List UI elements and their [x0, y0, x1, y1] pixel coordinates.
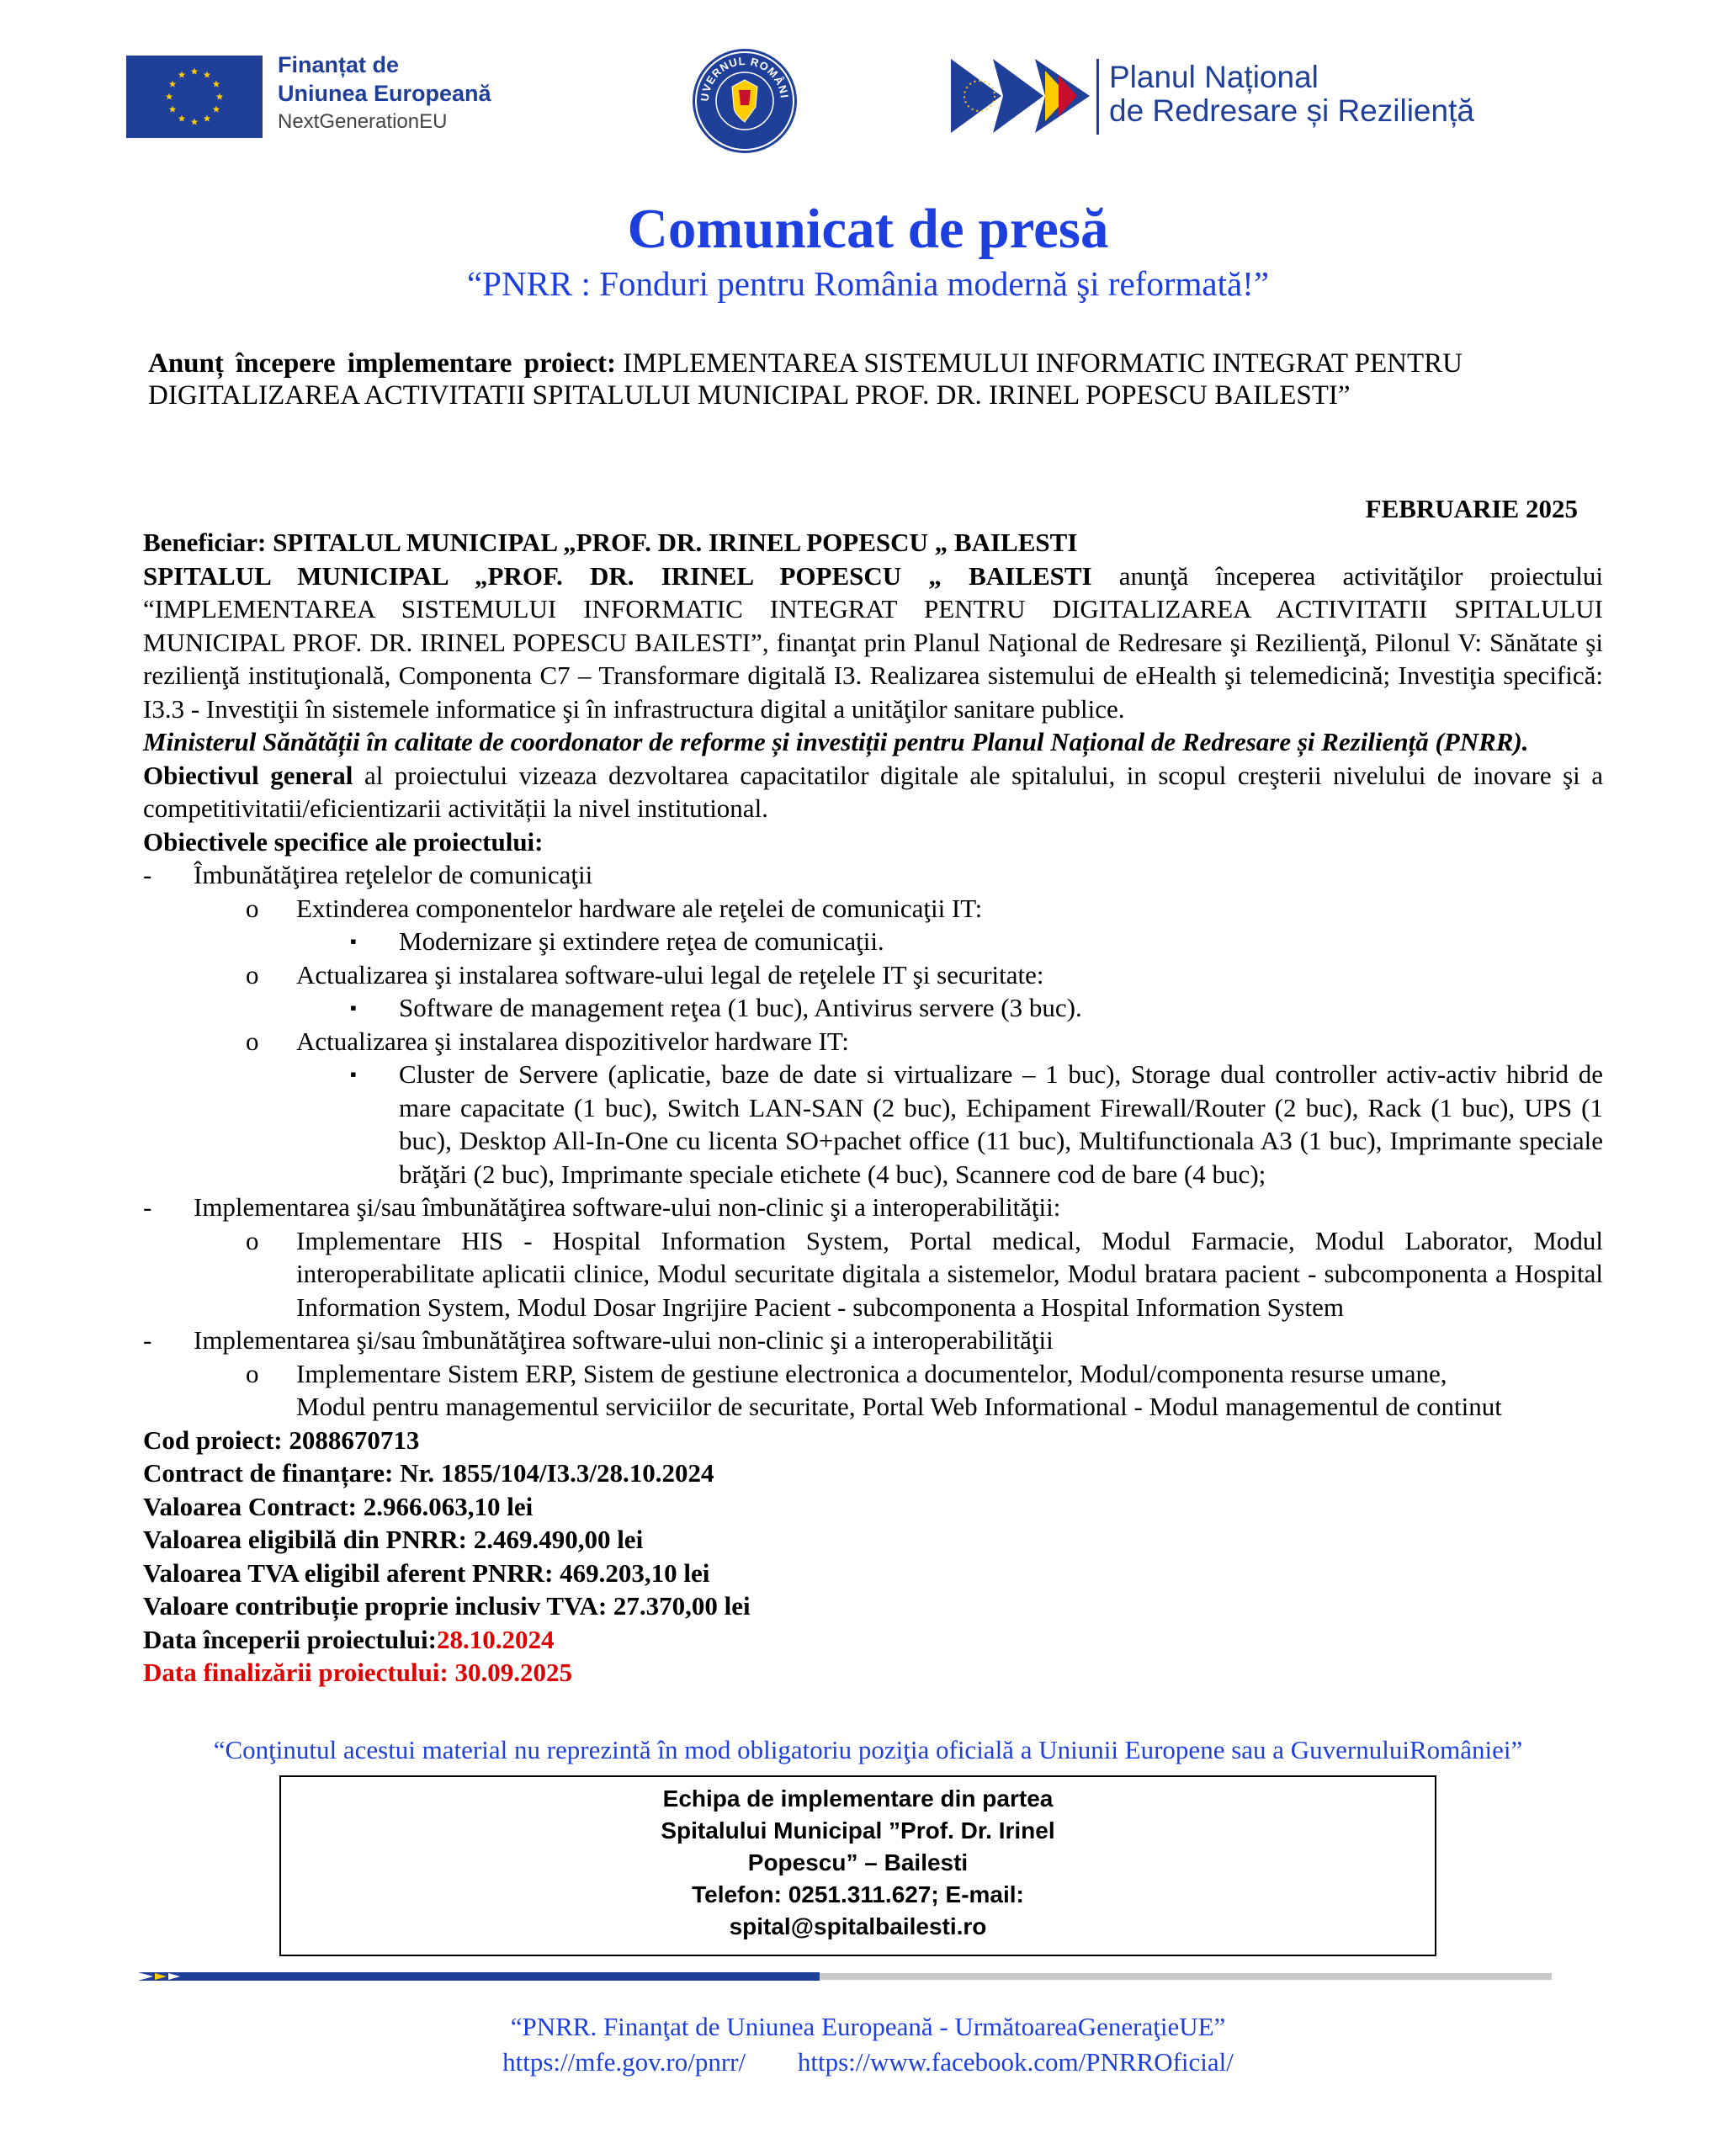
objective-text: Implementarea şi/sau îmbunătăţirea software-ului non-clinic şi a interoperabilităţii:	[194, 1192, 1061, 1222]
objective-text: Actualizarea şi instalarea software-ului legal de reţelele IT şi securitate:	[296, 959, 1044, 989]
list-item	[143, 1357, 1603, 1424]
page-title: Comunicat de presă	[627, 198, 1109, 260]
list-item	[143, 958, 1603, 992]
page-subtitle: “PNRR : Fonduri pentru România modernă şi reformată!”	[466, 264, 1270, 303]
intro-bold: SPITALUL MUNICIPAL „PROF. DR. IRINEL POPESCU „ BAILESTI	[143, 560, 1092, 591]
list-item	[143, 925, 1603, 958]
document-date: FEBRUARIE 2025	[1365, 494, 1578, 523]
circle-marker: o	[246, 959, 259, 989]
start-date-label: Data începerii proiectului:	[143, 1624, 437, 1654]
disclaimer: “Conţinutul acestui material nu reprezintă în mod obligatoriu poziţia oficială a Uniunii Europene sau a GuvernuluiRomâniei”	[213, 1735, 1523, 1764]
footer-links	[0, 2046, 1736, 2078]
seal-text: UVERNUL ROMÂNI	[698, 54, 791, 103]
general-objective-label: Obiectivul general	[143, 760, 353, 790]
list-item	[143, 1058, 1603, 1191]
footer-tagline: “PNRR. Finanţat de Uniunea Europeană - UrmătoareaGeneraţieUE”	[510, 2012, 1226, 2041]
circle-marker: o	[246, 1358, 259, 1388]
financing-contract: Contract de finanțare: Nr. 1855/104/I3.3/28.10.2024	[143, 1458, 714, 1488]
pnrr-logo-line1: Planul Național	[1109, 60, 1319, 94]
footer-bar-dark	[138, 1972, 820, 1981]
intro-text: anunţă începerea activităţilor proiectului “IMPLEMENTAREA SISTEMULUI INFORMATIC INTEGRAT PENTRU DIGITALIZAREA ACTIVITATII SPITALULUI MUNICIPAL PROF. DR. IRINEL POPESCU BAILESTI”, finanţat prin Planul Naţional de Redresare şi Rezilienţă, Pilonul V: Sănătate şi rezilienţă instituţională, Componenta C7 – Transformare digitală I3. Realizarea sistemului de eHealth şi telemedicină; Investiţia specifică: I3.3 - Investiţii în sistemele informatice şi în infrastructura digital a unităţilor sanitare publice.	[143, 560, 1603, 724]
contact-email: spital@spitalbailesti.ro	[729, 1913, 987, 1939]
start-date-value: 28.10.2024	[437, 1624, 555, 1654]
pnrr-logo-text	[1109, 61, 1474, 128]
pnrr-logo-line2: de Redresare și Reziliență	[1109, 93, 1474, 128]
list-item	[143, 1224, 1603, 1324]
footer-link-facebook[interactable]: https://www.facebook.com/PNRROficial/	[797, 2047, 1234, 2077]
ministry-statement: Ministerul Sănătății în calitate de coordonator de reforme și investiții pentru Planul Național de Redresare și Reziliență (PNRR).	[143, 727, 1529, 756]
dash-marker: -	[143, 1192, 152, 1222]
circle-marker: o	[246, 1225, 259, 1255]
announcement-label: Anunț începere implementare proiect:	[148, 348, 616, 379]
project-code: Cod proiect: 2088670713	[143, 1425, 420, 1455]
list-item	[143, 991, 1603, 1025]
beneficiary: Beneficiar: SPITALUL MUNICIPAL „PROF. DR. IRINEL POPESCU „ BAILESTI	[143, 528, 1078, 557]
eu-logo-line3: NextGenerationEU	[278, 110, 448, 133]
objective-text: Actualizarea şi instalarea dispozitivelor hardware IT:	[296, 1026, 849, 1056]
list-item	[143, 1025, 1603, 1058]
objective-text: Implementare HIS - Hospital Information System, Portal medical, Modul Farmacie, Modul Laborator, Modul interoperabilitate aplicatii clinice, Modul securitate digitala a sistemelor, Modul bratara pacient - subcomponenta a Hospital Information System, Modul Dosar Ingrijire Pacient - subcomponenta a Hospital Information System	[296, 1225, 1603, 1322]
specific-objectives-heading: Obiectivele specifice ale proiectului:	[143, 826, 544, 857]
objective-text: Cluster de Servere (aplicatie, baze de date si virtualizare – 1 buc), Storage dual controller activ-activ hibrid de mare capacitate (1 buc), Switch LAN-SAN (2 buc), Echipament Firewall/Router (2 buc), Rack (1 buc), UPS (1 buc), Desktop All-In-One cu licenta SO+pachet office (11 buc), Multifunctionala A3 (1 buc), Imprimante speciale brăţări (2 buc), Imprimante speciale etichete (4 buc), Scannere cod de bare (4 buc);	[399, 1059, 1603, 1189]
contact-line: Popescu” – Bailesti	[747, 1849, 969, 1875]
footer-bar-light	[820, 1973, 1552, 1980]
contract-value: Valoarea Contract: 2.966.063,10 lei	[143, 1491, 534, 1521]
end-date: Data finalizării proiectului: 30.09.2025	[143, 1658, 573, 1687]
contact-line: Telefon: 0251.311.627; E-mail:	[692, 1881, 1024, 1907]
own-contribution: Valoare contribuție proprie inclusiv TVA: 27.370,00 lei	[143, 1591, 751, 1621]
pnrr-logo-separator	[1096, 59, 1099, 135]
list-item	[143, 1324, 1603, 1357]
vat-value: Valoarea TVA eligibil aferent PNRR: 469.203,10 lei	[143, 1557, 710, 1588]
objective-text: Implementarea şi/sau îmbunătăţirea software-ului non-clinic şi a interoperabilităţii	[194, 1325, 1054, 1355]
square-marker: ▪	[350, 931, 357, 952]
announcement-text: IMPLEMENTAREA SISTEMULUI INFORMATIC INTEGRAT PENTRU DIGITALIZAREA ACTIVITATII SPITALULUI MUNICIPAL PROF. DR. IRINEL POPESCU BAILESTI”	[148, 348, 1463, 411]
start-date	[143, 1623, 1603, 1657]
dash-marker: -	[143, 1325, 152, 1355]
footer-link-mfe[interactable]: https://mfe.gov.ro/pnrr/	[502, 2047, 746, 2077]
objective-text: Software de management reţea (1 buc), Antivirus servere (3 buc).	[399, 993, 1082, 1022]
contact-box	[279, 1775, 1436, 1956]
square-marker: ▪	[350, 997, 357, 1018]
pnrr-arrow-icon	[951, 56, 1090, 136]
dash-marker: -	[143, 860, 152, 889]
eu-logo-line1: Finanțat de	[278, 52, 400, 77]
objective-text: Îmbunătăţirea reţelelor de comunicaţii	[194, 860, 593, 889]
objective-text: Extinderea componentelor hardware ale reţelei de comunicaţii IT:	[296, 893, 983, 923]
list-item	[143, 892, 1603, 926]
eu-flag-icon	[126, 56, 263, 138]
list-item	[143, 858, 1603, 892]
intro-paragraph	[143, 560, 1603, 726]
list-item	[143, 1191, 1603, 1224]
objective-text: Modul pentru managementul serviciilor de securitate, Portal Web Informational - Modul managementul de continut	[296, 1392, 1502, 1421]
document-body	[143, 526, 1603, 1690]
objective-text: Modernizare şi extindere reţea de comunicaţii.	[399, 926, 884, 956]
footer-arrow-icon	[138, 1971, 188, 1982]
eu-logo-line2: Uniunea Europeană	[278, 81, 491, 106]
eligible-value: Valoarea eligibilă din PNRR: 2.469.490,00 lei	[143, 1525, 644, 1554]
general-objective-text: al proiectului vizeaza dezvoltarea capacitatilor digitale ale spitalului, in scopul creşterii nivelului de inovare şi a competitivitatii/eficientizarii activității la nivel institutional.	[143, 760, 1604, 823]
guvernul-romaniei-seal-icon	[690, 46, 799, 156]
eu-logo-text	[278, 50, 491, 136]
contact-line: Spitalului Municipal ”Prof. Dr. Irinel	[661, 1817, 1055, 1844]
contact-line: Echipa de implementare din partea	[662, 1785, 1054, 1812]
general-objective	[143, 759, 1603, 825]
announcement	[148, 348, 1553, 411]
circle-marker: o	[246, 1026, 259, 1056]
square-marker: ▪	[350, 1064, 357, 1085]
circle-marker: o	[246, 893, 259, 923]
objective-text: Implementare Sistem ERP, Sistem de gestiune electronica a documentelor, Modul/componenta resurse umane,	[296, 1358, 1447, 1388]
